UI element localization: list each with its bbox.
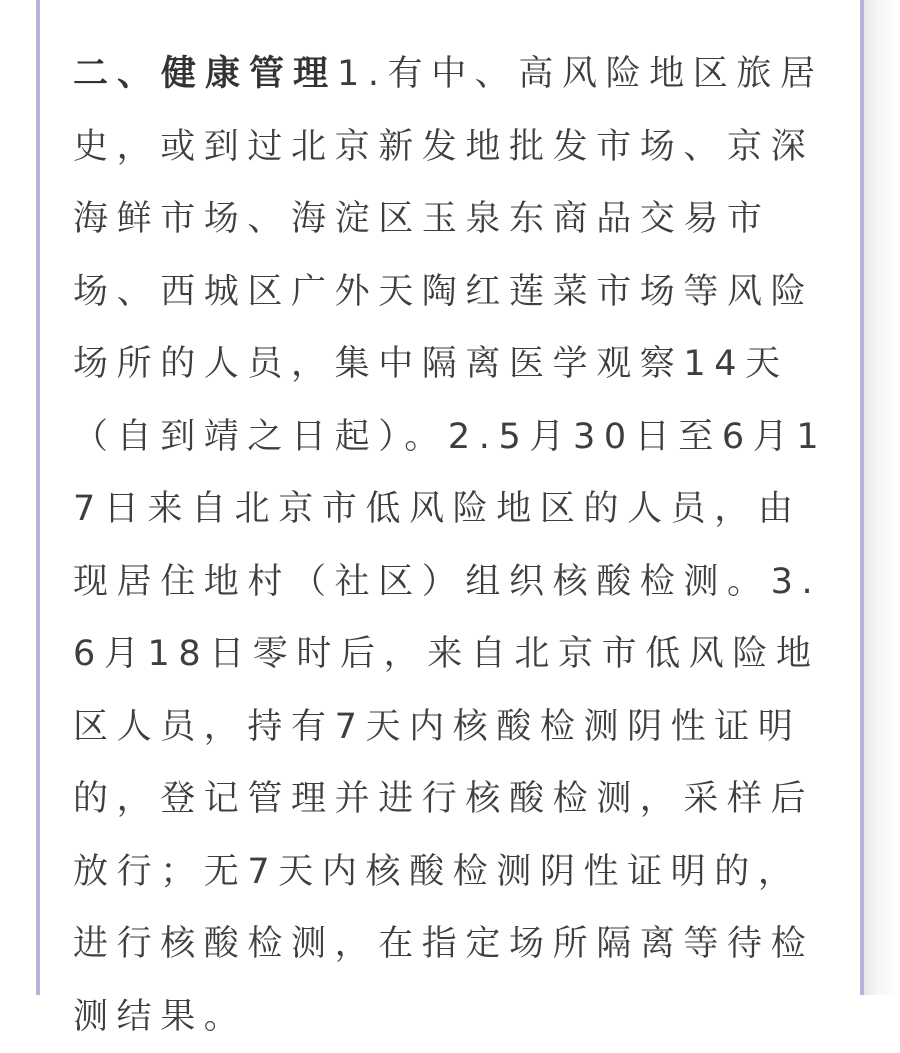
right-page-shadow [864, 0, 900, 995]
left-border-line [36, 0, 40, 995]
section-body-text: 1.有中、高风险地区旅居史，或到过北京新发地批发市场、京深海鲜市场、海淀区玉泉东商品交易市场、西城区广外天陶红莲菜市场等风险场所的人员，集中隔离医学观察14天（自到靖之日起）。2.5月30日至6月17日来自北京市低风险地区的人员，由现居住地村（社区）组织核酸检测。3.6月18日零时后，来自北京市低风险地区人员，持有7天内核酸检测阴性证明的，登记管理并进行核酸检测，采样后放行；无7天内核酸检测阴性证明的，进行核酸检测，在指定场所隔离等待检测结果。 [73, 54, 828, 1037]
article-paragraph [73, 38, 833, 1053]
section-heading: 二、健康管理 [73, 54, 338, 94]
